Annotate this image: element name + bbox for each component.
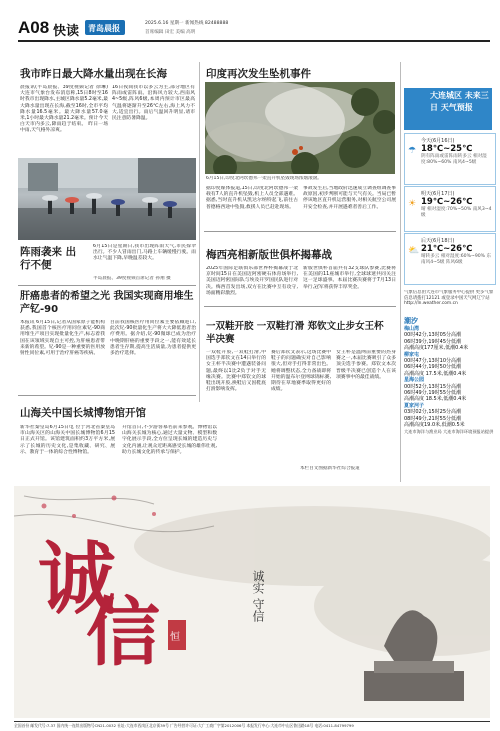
article-7-column-2: 赛后郑钦文表示,这场比赛中鞋子的问题确实对自己影响很大,但对手打得非常出色。她将调整状态,全力备战即将开始的温布尔登网球锦标赛,期待在草地赛季取得更好的成绩。 <box>271 350 331 393</box>
article-2-caption: 6月15日是星期日,我市出现阵雨天气,市民撑伞出行。不少人冒雨出门,马路上车辆缓慢行驶。雨水让气温下降,早晚温差较大。 <box>93 244 196 262</box>
article-7-title: 一双鞋开胶 一双鞋打滑 郑钦文止步女王杯半决赛 <box>206 321 384 345</box>
article-6-column-2: 新版世俱杯首届共有32支球队参赛,比赛将在美国的11座城市举行,全球球迷共同关注这一足球盛事。本届比赛决赛将于7月13日举行,冠军将获得丰厚奖金。 <box>303 266 396 290</box>
tide-station-1-line-2: 06时39分,19时45分低潮 <box>404 338 462 345</box>
article-3-column-2: 目前我国核医疗用同位素主要依赖进口,此次钇-90批量化生产将大大降低患者治疗费用。据介绍,钇-90微球已成为治疗中晚期肝癌的重要手段之一,能有效延长患者生存期,提高生活质量,为患者提供更多治疗选择。 <box>110 320 196 357</box>
article-7-column-1: 一双鞋开胶,一双鞋打滑,中国选手郑钦文在14日举行的女王杯半决赛中遭遇装备问题,最终以1比2负于对手无缘决赛。比赛中郑钦文的球鞋出现开胶,换鞋后又因鞋底打滑影响发挥。 <box>206 350 266 393</box>
article-5-column-1: 据印度媒体报道,15日,印度北阿坎德邦一架载有7人的直升机坠毁,机上人员全部遇难。据悉,当时直升机从凯达尔纳特起飞,前往古普德格西途中坠毁,救援人员已赶赴现场。 <box>206 186 298 210</box>
weather-day-1-date: 今天(6月16日) <box>421 138 455 144</box>
article-4-title: 山海关中国长城博物馆开馆 <box>20 407 146 419</box>
article-2-title: 阵雨袭来 出行不便 <box>20 246 77 271</box>
article-1-title: 我市昨日最大降水量出现在长海 <box>20 68 167 80</box>
weather-day-2-desc: 晴 相对湿度:70%~50% 南风3~4级 <box>421 207 492 218</box>
tide-block <box>404 326 494 434</box>
article-5-column-2: 事故发生后,当地政府迅速成立调查组调查事故原因,初步判断可能与天气有关。当局已暂停该地区直升机运营服务,对相关航空公司展开安全检查,并开展遇难者善后工作。 <box>303 186 396 210</box>
weather-day-3-date: 后天(6月18日) <box>421 238 455 244</box>
article-7-credit: 本栏目文图据新华社综合报道 <box>300 466 360 471</box>
weather-day-2 <box>404 186 496 232</box>
article-1-column-1: 晨报讯(半岛晨报、39度视频记者 徐琳)大连市气象台发布消息称,15日8时至16时我市出现降水,主城区降水量5.2毫米,最大降水量出现在长海,截至16时,全市平均降水量16.5毫米。最大降水量57.0毫米,1小时最大降水量21.2毫米。预计今天白天市内多云,降雨趋于结束。 昨日一场中雨,天气格外凉爽。 <box>20 85 108 134</box>
crash-site-photo <box>205 82 395 174</box>
section-name: 快读 <box>53 24 80 39</box>
article-3-title: 肝癌患者的希望之光 我国实现商用堆生产钇-90 <box>20 291 194 315</box>
article-6-title: 梅西亮相新版世俱杯揭幕战 <box>206 249 332 261</box>
weather-day-1 <box>404 133 496 185</box>
ad-subtitle: 诚实 守信 <box>251 570 265 622</box>
weather-note: 气象信息由大连市气象服务中心提供 更多气象信息请拨打12121 或登录中国天气网辽宁站 http://ln.weather.com.cn <box>404 290 494 307</box>
tide-station-1-name: 梅山湾 <box>404 326 420 332</box>
weather-day-3-temp: 21℃~26℃ <box>421 244 473 254</box>
article-4-column-2: 开馆首日,不少游客慕名前来参观。博物馆以山海关长城为核心,通过大量文物、模型和数字化展示手段,全方位呈现长城的建造历史与文化内涵,让观众近距离感受长城的雄伟壮观,助力长城文化的传承与保护。 <box>122 425 217 455</box>
sun-icon: ☀ <box>408 199 417 209</box>
date-line: 2025.6.16 星期一 新闻热线 82488888 <box>145 21 229 26</box>
tide-station-1-line-3: 高潮高度177厘米,低潮0.4米 <box>404 345 469 352</box>
rain-icon: ☂ <box>408 146 417 156</box>
article-5-caption: 6月15日,印度北阿坎德邦一架直升机坠毁现场浓烟滚滚。 <box>206 176 322 181</box>
article-2-credit: 半岛晨报、39度视频首席记者 孙翔 摄 <box>93 276 171 281</box>
article-3-column-1: 本报讯 6月15日,记者从国家原子能机构获悉,我国首个核医疗用同位素钇-90商用堆生产项目实现批量化生产,标志着我国在该领域实现自主可控,为肝癌患者带来新的希望。钇-90是一种重要的医用放射性同位素,可用于治疗肝癌等疾病。 <box>20 320 105 357</box>
weather-day-3-desc: 晴转多云 相对湿度:60%~90% 东南风4~5级 阵风6级 <box>421 254 492 265</box>
article-6-column-1: 2025年国际足联俱乐部世界杯揭幕战于北京时间15日在美国迈阿密硬石体育场举行,美国迈阿密国际队与埃及开罗国民队进行对决。梅西首发出场,双方在比赛中互有攻守,场面精彩激烈。 <box>206 266 298 296</box>
article-4-column-1: 新华社秦皇岛6月15日电 位于河北省秦皇岛市山海关区的山海关中国长城博物馆6月15日正式开馆。该馆建筑面积约3万平方米,展示了长城的历史文化,是集收藏、研究、展示、教育于一体的综合性博物馆。 <box>20 425 115 455</box>
tide-station-1 <box>404 326 494 352</box>
tide-station-3-line-3: 高潮高度 18.5米,低潮0.4米 <box>404 396 467 403</box>
footer-text: 全国首份 邮发代号:7-37 国内统一连续出版物号CN21-0032 社址:大连市西岗区北京街39号 广告经营许可证:大广工商广字第2012006号 本报发行中心:大连市中山区鲁迅路18号 电话:0411-84799799 <box>14 723 354 728</box>
ad-big-character-2: 信 <box>86 590 160 676</box>
weather-title-text: 大连城区 未来三日 天气预报 <box>430 91 489 112</box>
weather-day-1-temp: 18℃~25℃ <box>421 144 473 154</box>
tide-station-3 <box>404 377 494 403</box>
tide-station-2 <box>404 352 494 378</box>
tide-station-4-line-3: 高潮高度19.0米,低潮0.5米 <box>404 422 465 429</box>
tide-station-4-line-2: 08时49分,21时55分低潮 <box>404 415 462 422</box>
tide-station-3-line-1: 00时52分,13时15分高潮 <box>404 383 462 390</box>
tide-station-4-name: 夏家河子 <box>404 402 425 409</box>
tide-station-2-line-2: 06时44分,19时50分低潮 <box>404 364 462 371</box>
sun-cloud-icon: ⛅ <box>408 246 420 256</box>
tide-station-1-line-1: 00时42分,13时05分高潮 <box>404 332 462 339</box>
tide-station-2-line-1: 00时47分,13时10分高潮 <box>404 358 462 365</box>
article-7-column-3: 女王杯是温网前重要的热身赛之一,本届比赛吸引了众多顶尖选手参赛。郑钦文本次晋级半决赛已创造个人在该项赛事中的最佳战绩。 <box>336 350 396 380</box>
editor-line: 首席编辑 田宏 美编 高明 <box>145 30 196 35</box>
article-1-column-2: 16日夜间我市以多云为主,部分地区有阵雨或雷阵雨。沿海风力较大,西南风4~5级,阵风6级,本周内预计市区最高气温将逐渐升至26℃左右,海上风力不大,适宜出行。雨后气温回升明显,请市民注意防暑降温。 <box>112 85 195 122</box>
tide-station-3-name: 星海公园 <box>404 377 425 384</box>
weather-day-3 <box>404 233 496 285</box>
tide-station-2-line-3: 高潮高度 17.5米,低潮0.4米 <box>404 370 467 377</box>
tide-title: 潮汐 <box>404 317 418 325</box>
tide-station-4-line-1: 03时02分,15时25分高潮 <box>404 409 462 416</box>
ad-seal-text: 恒 <box>170 632 180 643</box>
weather-day-1-desc: 阴有阵雨或雷阵雨转多云 相对湿度:80%~60% 南风4~5级 <box>421 154 487 165</box>
article-5-title: 印度再次发生坠机事件 <box>206 68 311 80</box>
weather-day-2-date: 明天(6月17日) <box>421 191 455 197</box>
tide-station-4 <box>404 403 494 429</box>
tide-station-2-name: 柳家屯 <box>404 351 420 358</box>
ad-big-character-1: 诚 <box>38 534 117 625</box>
brand-name: 青岛晨报 <box>88 24 120 33</box>
tide-note: 大连市海洋与渔业局 大连市海洋环境预报站提供 <box>404 428 494 434</box>
tide-station-3-line-2: 06时49分,19时55分低潮 <box>404 390 462 397</box>
page-number: A08 <box>18 18 50 37</box>
weather-day-2-temp: 19℃~26℃ <box>421 197 473 207</box>
rain-street-photo <box>18 158 196 240</box>
